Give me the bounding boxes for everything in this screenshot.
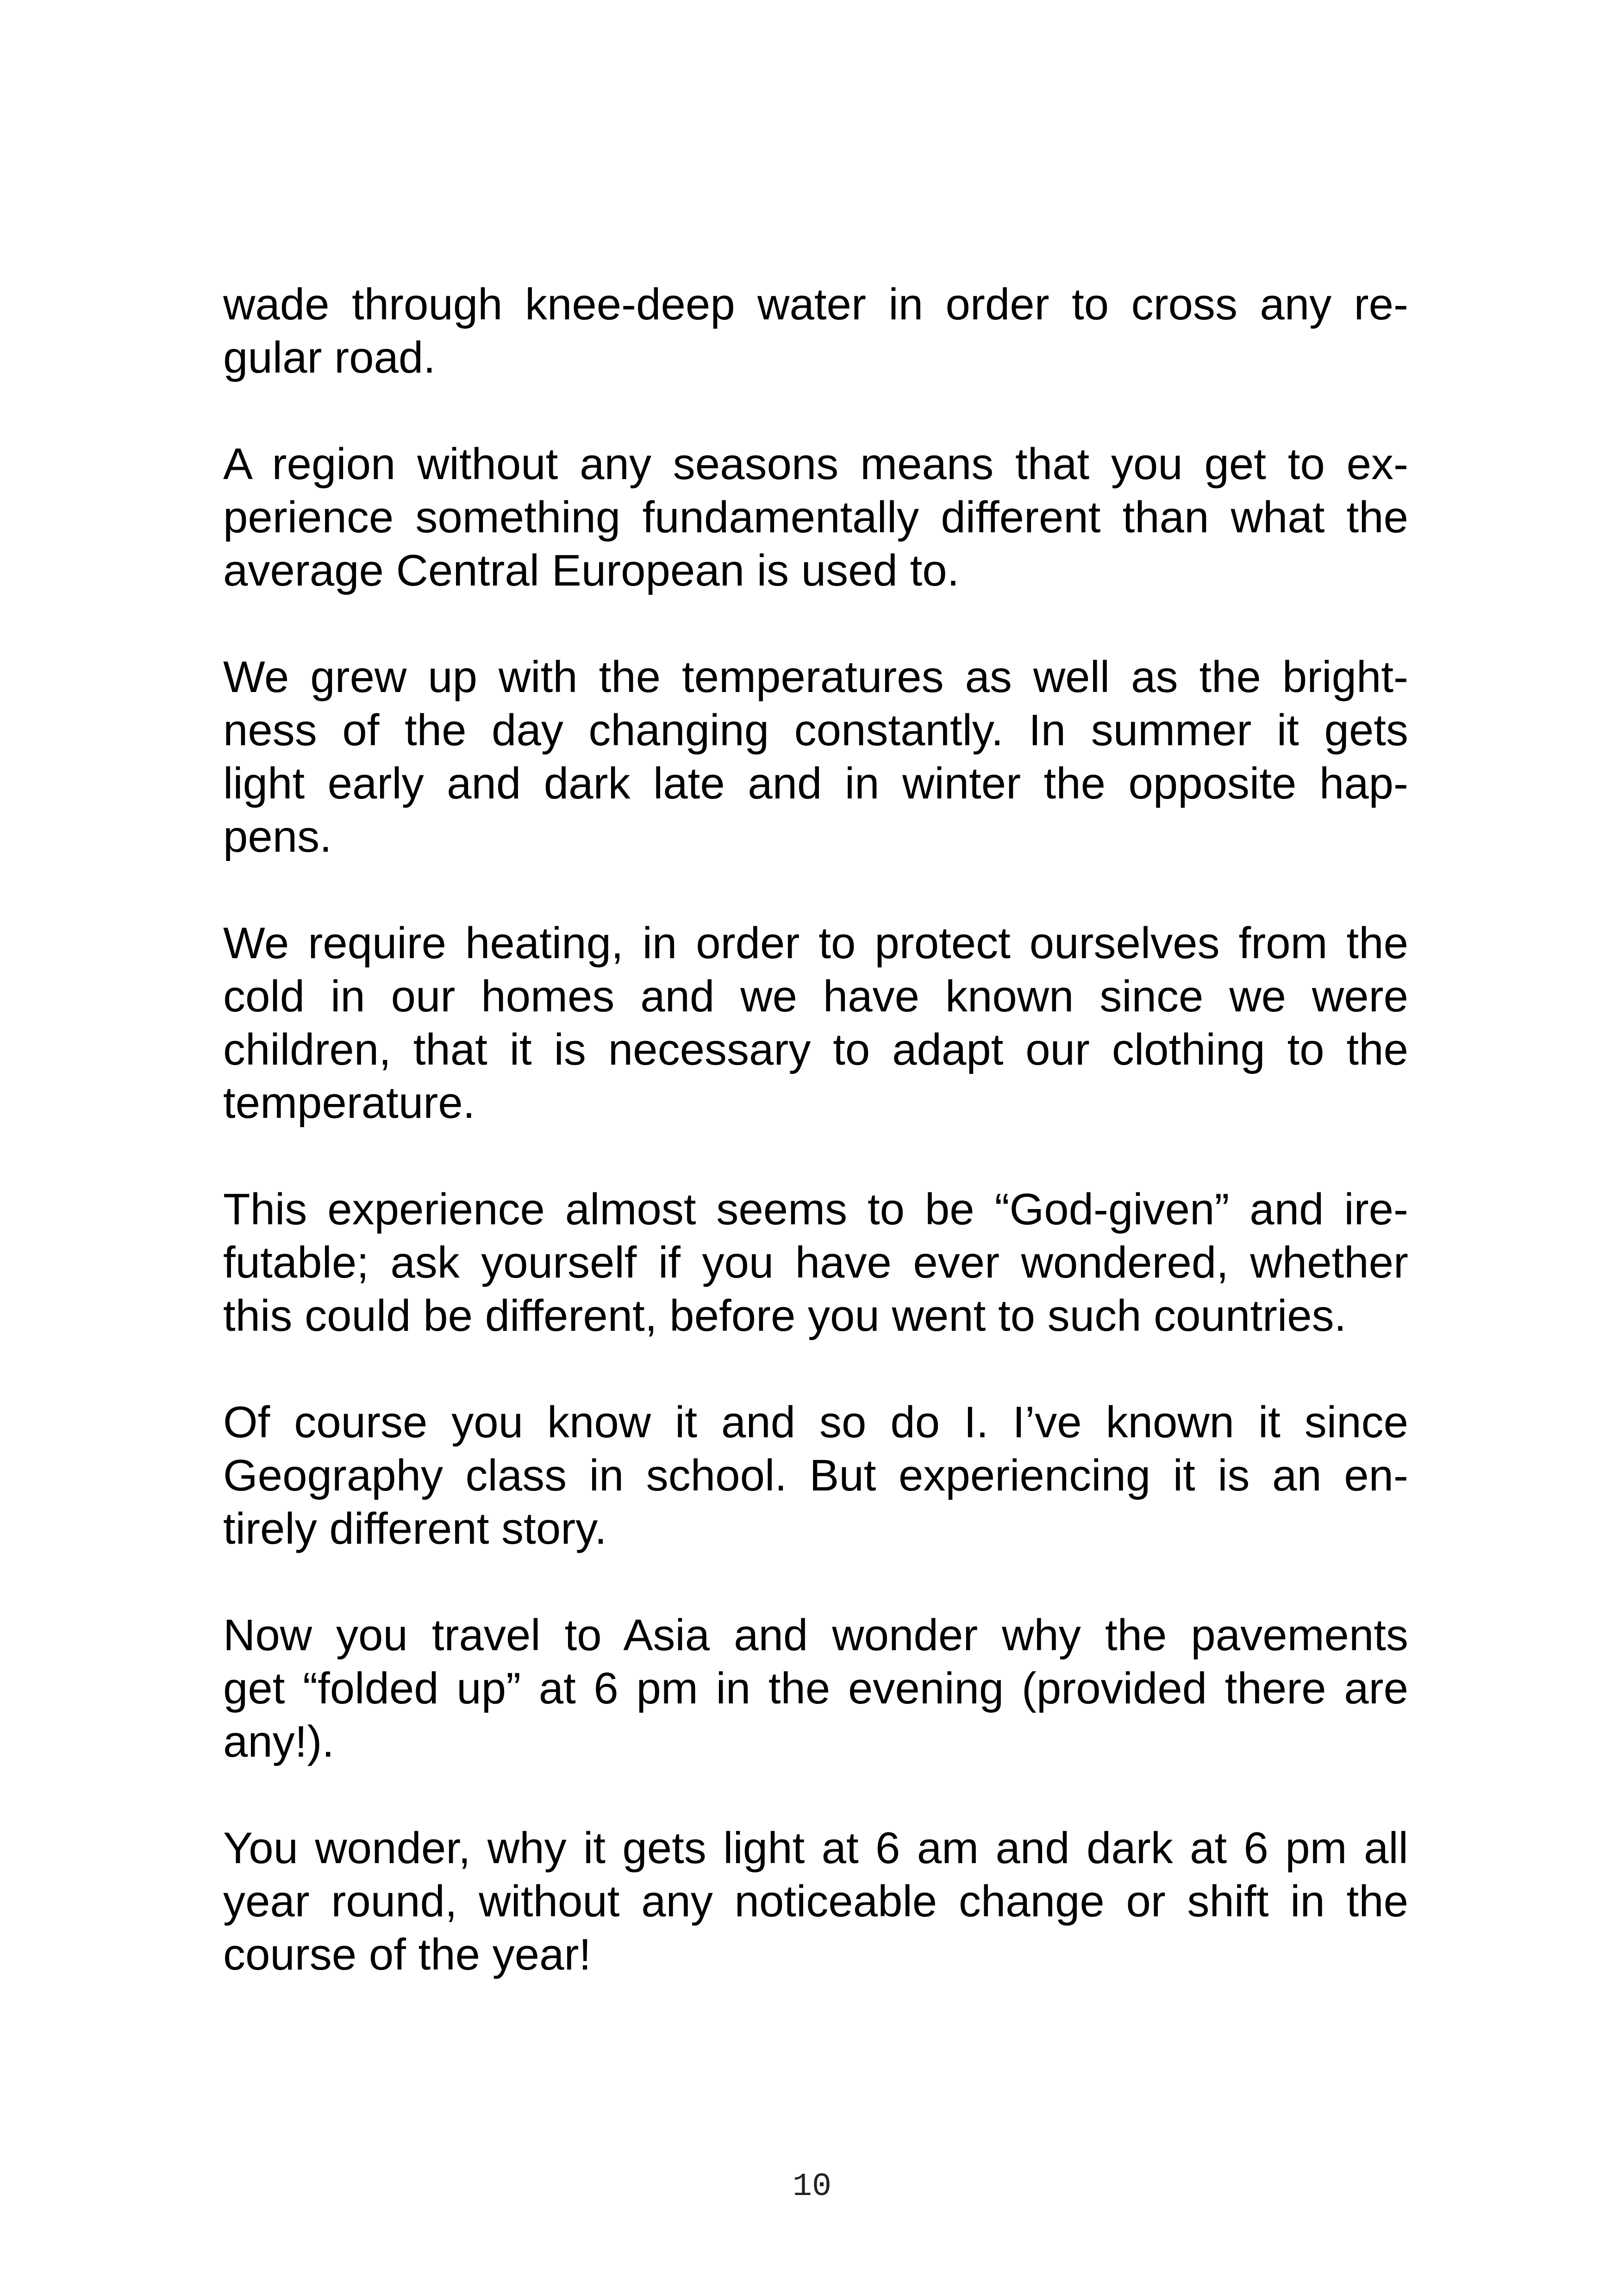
text-line: Of course you know it and so do I. I’ve known it since bbox=[223, 1397, 1408, 1447]
text-line: futable; ask yourself if you have ever wondered, whether bbox=[223, 1238, 1408, 1287]
paragraph bbox=[223, 1609, 1408, 1768]
page-number: 10 bbox=[792, 2169, 831, 2205]
text-line: course of the year! bbox=[223, 1930, 592, 1979]
text-line: Geography class in school. But experiencing it is an en- bbox=[223, 1451, 1408, 1500]
text-line: temperature. bbox=[223, 1078, 475, 1128]
text-line: perience something fundamentally different than what the bbox=[223, 493, 1408, 542]
text-line: any!). bbox=[223, 1717, 335, 1766]
text-line: get “folded up” at 6 pm in the evening (provided there are bbox=[223, 1664, 1408, 1713]
text-line: This experience almost seems to be “God-given” and ire- bbox=[223, 1185, 1408, 1234]
paragraph bbox=[223, 437, 1408, 597]
paragraph bbox=[223, 278, 1408, 384]
text-line: We grew up with the temperatures as well as the bright- bbox=[223, 652, 1408, 702]
paragraph bbox=[223, 1396, 1408, 1555]
text-line: We require heating, in order to protect ourselves from the bbox=[223, 918, 1408, 968]
text-line: children, that it is necessary to adapt our clothing to the bbox=[223, 1025, 1408, 1074]
paragraph bbox=[223, 650, 1408, 863]
text-line: wade through knee-deep water in order to cross any re- bbox=[223, 280, 1408, 329]
text-line: tirely different story. bbox=[223, 1504, 607, 1553]
paragraph bbox=[223, 1821, 1408, 1981]
text-line: pens. bbox=[223, 812, 332, 861]
paragraph bbox=[223, 917, 1408, 1129]
text-line: light early and dark late and in winter the opposite hap- bbox=[223, 759, 1408, 808]
text-line: gular road. bbox=[223, 333, 436, 382]
text-line: cold in our homes and we have known since we were bbox=[223, 972, 1408, 1021]
text-line: You wonder, why it gets light at 6 am and dark at 6 pm all bbox=[223, 1823, 1408, 1873]
text-line: average Central European is used to. bbox=[223, 546, 960, 595]
text-line: A region without any seasons means that you get to ex- bbox=[223, 439, 1408, 489]
text-line: ness of the day changing constantly. In summer it gets bbox=[223, 705, 1408, 755]
text-line: this could be different, before you went to such countries. bbox=[223, 1291, 1347, 1341]
text-line: Now you travel to Asia and wonder why the pavements bbox=[223, 1610, 1408, 1660]
text-line: year round, without any noticeable change or shift in the bbox=[223, 1877, 1408, 1926]
body-text bbox=[223, 278, 1408, 2034]
paragraph bbox=[223, 1183, 1408, 1342]
